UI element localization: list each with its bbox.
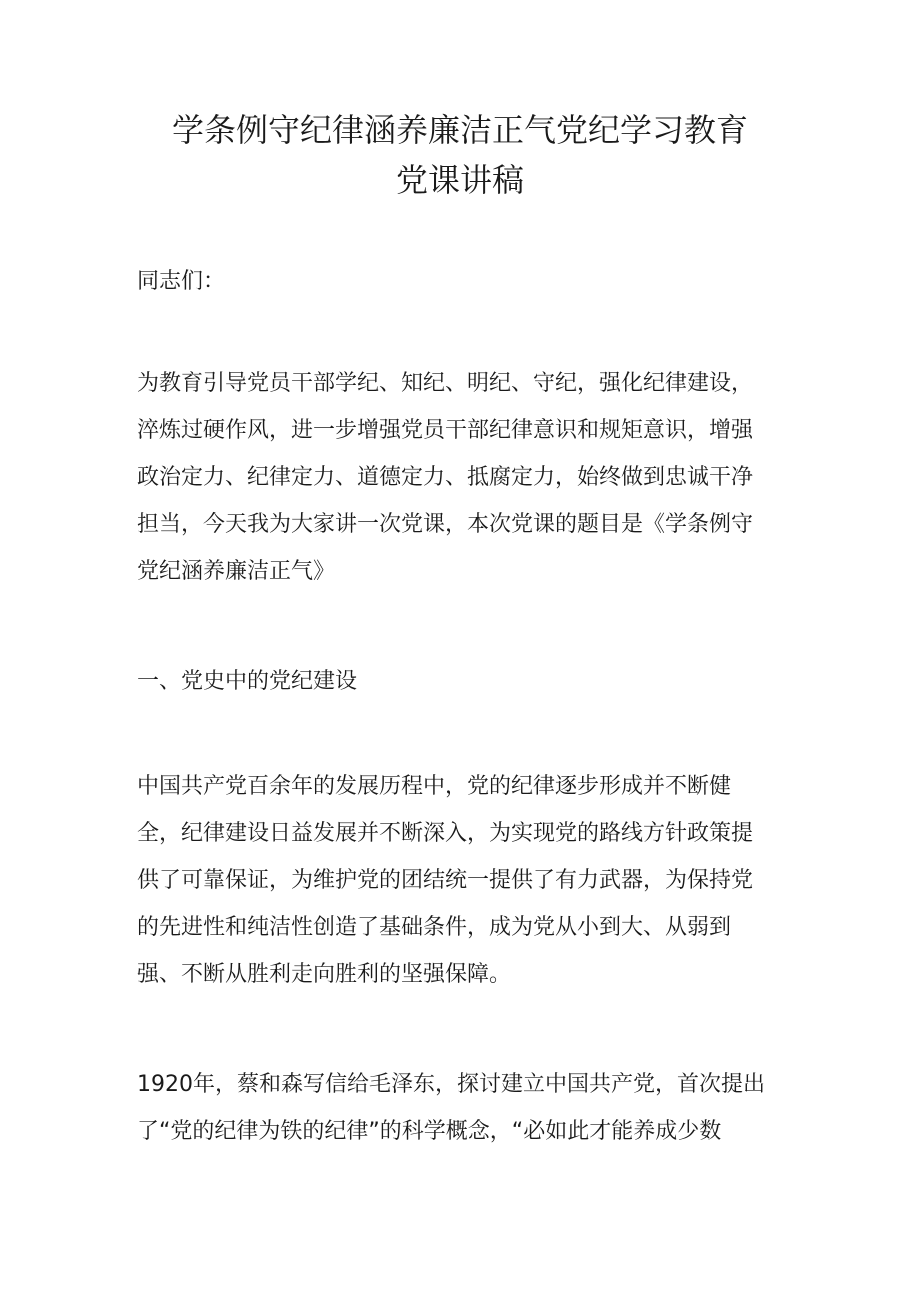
intro-line: 政治定力、纪律定力、道德定力、抵腐定力，始终做到忠诚干净: [137, 465, 754, 490]
intro-paragraph: [137, 360, 787, 595]
intro-line: 淬炼过硬作风，进一步增强党员干部纪律意识和规矩意识，增强: [137, 418, 754, 443]
section1-paragraph-1: [137, 763, 787, 998]
section1-paragraph-2: [137, 1061, 787, 1155]
paragraph-line: 供了可靠保证，为维护党的团结统一提供了有力武器，为保持党: [137, 868, 754, 893]
intro-line: 担当，今天我为大家讲一次党课，本次党课的题目是《学条例守: [137, 512, 754, 537]
document-title-line-2: 党课讲稿: [395, 161, 524, 199]
paragraph-line: 了“党的纪律为铁的纪律”的科学概念，“必如此才能养成少数: [137, 1119, 722, 1144]
document-title-line-1: 学条例守纪律涵养廉洁正气党纪学习教育: [171, 111, 748, 149]
salutation: 同志们：: [137, 269, 226, 294]
paragraph-line: 1920年，蔡和森写信给毛泽东，探讨建立中国共产党，首次提出: [137, 1072, 765, 1097]
intro-line: 为教育引导党员干部学纪、知纪、明纪、守纪，强化纪律建设，: [137, 371, 754, 396]
paragraph-line: 中国共产党百余年的发展历程中，党的纪律逐步形成并不断健: [137, 774, 732, 799]
paragraph-line: 全，纪律建设日益发展并不断深入，为实现党的路线方针政策提: [137, 821, 754, 846]
paragraph-line: 强、不断从胜利走向胜利的坚强保障。: [137, 962, 512, 987]
intro-line: 党纪涵养廉洁正气》: [137, 559, 336, 584]
paragraph-line: 的先进性和纯洁性创造了基础条件，成为党从小到大、从弱到: [137, 915, 732, 940]
section-heading: 一、党史中的党纪建设: [137, 669, 358, 694]
